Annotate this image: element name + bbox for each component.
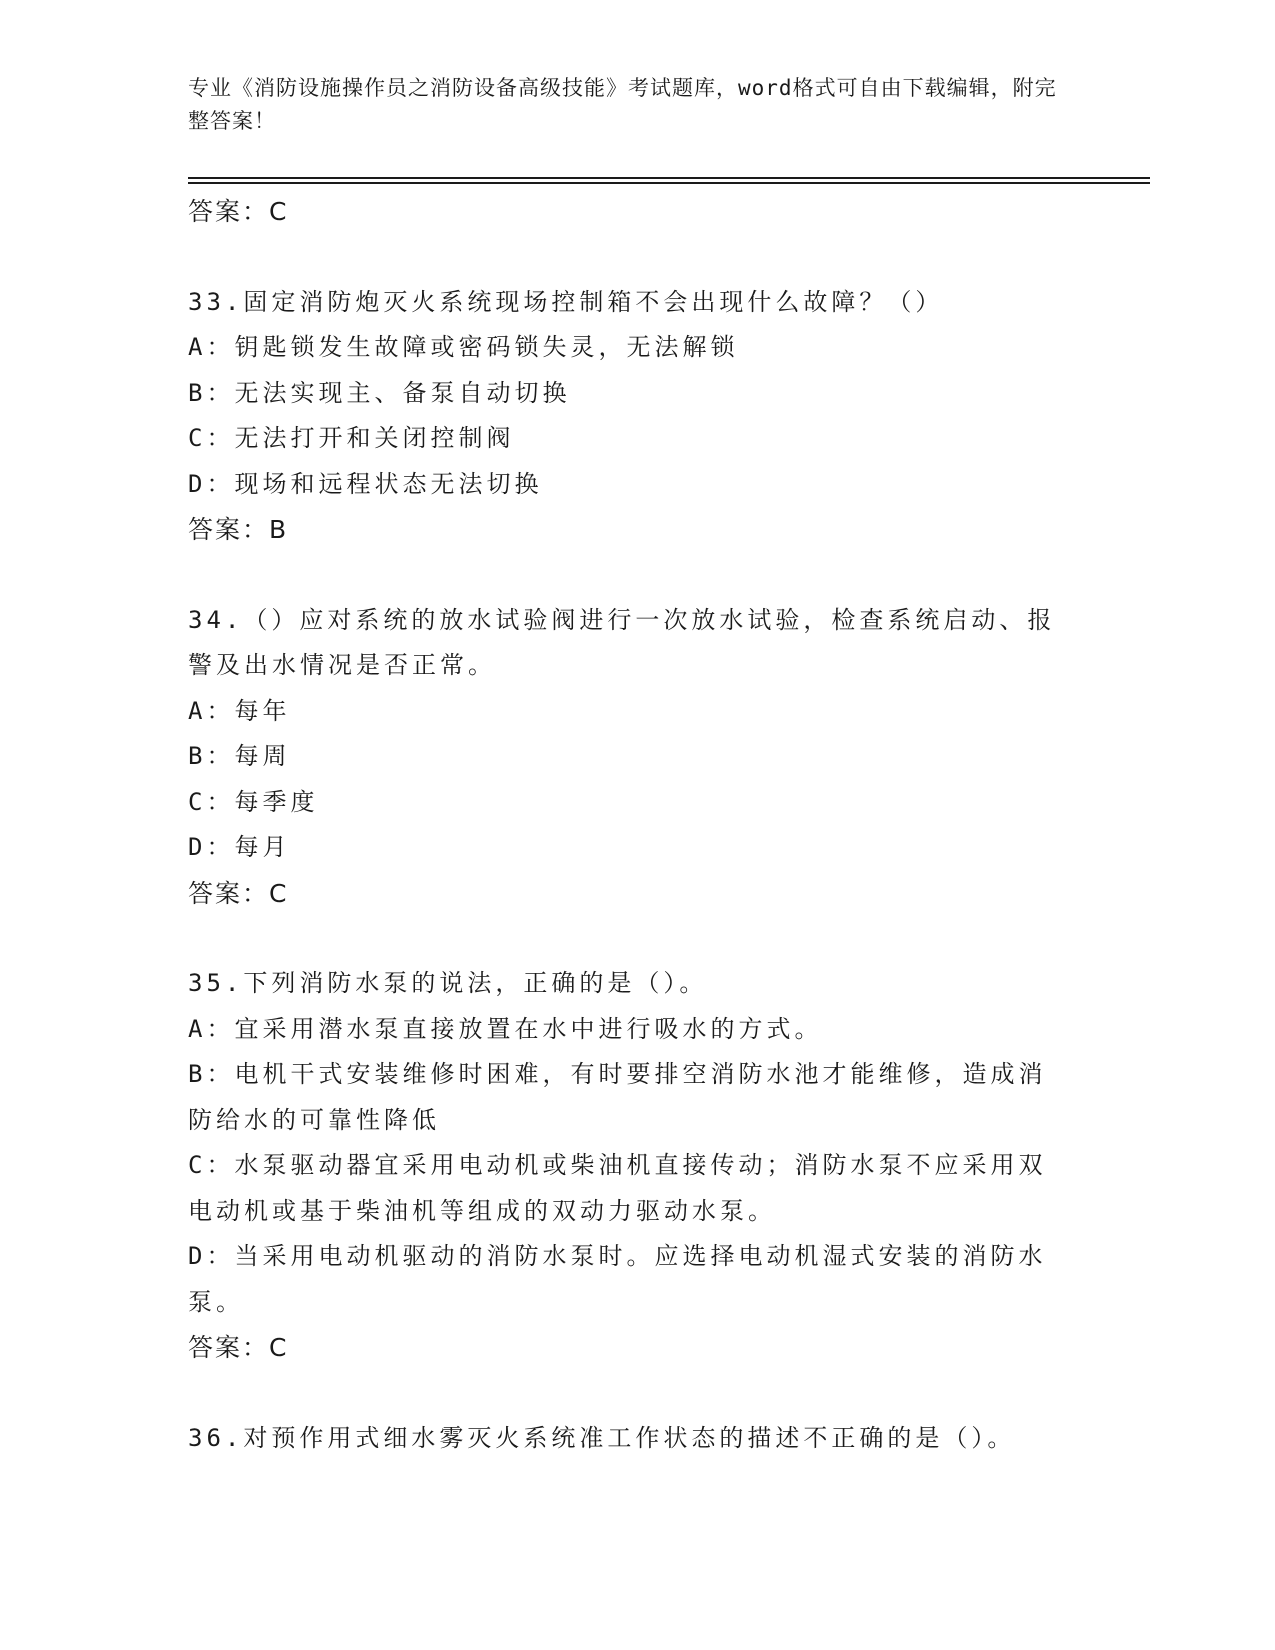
spacer xyxy=(188,1371,1068,1416)
spacer xyxy=(188,235,1068,280)
spacer xyxy=(188,553,1068,598)
option-d: D：每月 xyxy=(188,833,291,861)
option-b: B：电机干式安装维修时困难，有时要排空消防水池才能维修，造成消防给水的可靠性降低 xyxy=(188,1060,1047,1134)
question-35 xyxy=(188,961,1068,1371)
option-b: B：无法实现主、备泵自动切换 xyxy=(188,378,571,407)
question-content xyxy=(188,189,1068,1461)
option-a: A：宜采用潜水泵直接放置在水中进行吸水的方式。 xyxy=(188,1014,823,1043)
spacer xyxy=(188,916,1068,961)
option-d: D：现场和远程状态无法切换 xyxy=(188,469,543,498)
question-34 xyxy=(188,598,1068,917)
option-b: B：每周 xyxy=(188,742,291,770)
option-a: A：每年 xyxy=(188,696,291,725)
option-c: C：每季度 xyxy=(188,787,319,816)
header-rule-top xyxy=(188,177,1150,179)
header-rule-bottom xyxy=(188,182,1150,184)
question-stem: 36.对预作用式细水雾灭火系统准工作状态的描述不正确的是（）。 xyxy=(188,1423,1016,1452)
answer-32: 答案：C xyxy=(188,197,289,226)
question-stem: 33.固定消防炮灭火系统现场控制箱不会出现什么故障？（） xyxy=(188,287,944,316)
option-a: A：钥匙锁发生故障或密码锁失灵，无法解锁 xyxy=(188,333,739,361)
answer-35: 答案：C xyxy=(188,1333,289,1362)
question-stem: 34.（）应对系统的放水试验阀进行一次放水试验，检查系统启动、报警及出水情况是否正常。 xyxy=(188,605,1056,679)
question-stem: 35.下列消防水泵的说法，正确的是（）。 xyxy=(188,969,708,997)
answer-34: 答案：C xyxy=(188,878,289,908)
question-36 xyxy=(188,1416,1068,1462)
option-c: C：水泵驱动器宜采用电动机或柴油机直接传动；消防水泵不应采用双电动机或基于柴油机等组成的双动力驱动水泵。 xyxy=(188,1151,1047,1225)
document-header: 专业《消防设施操作员之消防设备高级技能》考试题库，word格式可自由下载编辑，附完整答案！ xyxy=(188,76,1057,133)
option-c: C：无法打开和关闭控制阀 xyxy=(188,424,515,452)
option-d: D：当采用电动机驱动的消防水泵时。应选择电动机湿式安装的消防水泵。 xyxy=(188,1242,1047,1316)
answer-33: 答案：B xyxy=(188,515,289,544)
question-33 xyxy=(188,280,1068,553)
